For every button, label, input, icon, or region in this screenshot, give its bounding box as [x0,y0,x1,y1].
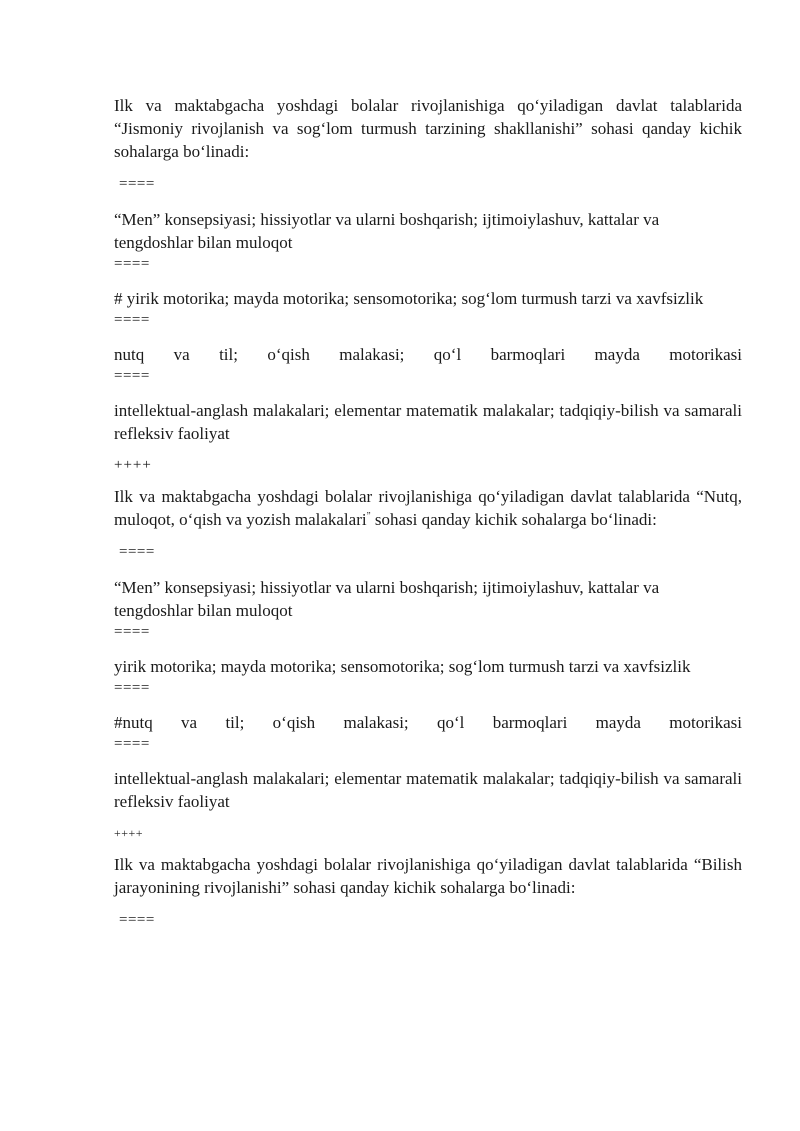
option-1-2: # yirik motorika; mayda motorika; sensomotorika; sog‘lom turmush tarzi va xavfsizlik [114,289,704,308]
option-1-4: intellektual-anglash malakalari; elementar matematik malakalar; tadqiqiy-bilish va samarali refleksiv faoliyat [114,401,742,443]
separator: ==== [114,312,150,328]
option-2-2: yirik motorika; mayda motorika; sensomotorika; sog‘lom turmush tarzi va xavfsizlik [114,657,691,676]
block-end-marker: ++++ [114,457,152,473]
document-page [114,94,742,930]
question-3: Ilk va maktabgacha yoshdagi bolalar rivojlanishiga qo‘yiladigan davlat talablarida “Bilish jarayonining rivojlanishi” sohasi qanday kichik sohalarga bo‘linadi: [114,855,742,897]
option-1-3: nutq va til; o‘qish malakasi; qo‘l barmoqlari mayda motorikasi [114,345,742,364]
separator: ==== [114,680,150,696]
question-2: Ilk va maktabgacha yoshdagi bolalar rivojlanishiga qo‘yiladigan davlat talablarida “Nutq, muloqot, o‘qish va yozish malakalari” sohasi qanday kichik sohalarga bo‘linadi: [114,487,742,529]
option-1-1: “Men” konsepsiyasi; hissiyotlar va ularni boshqarish; ijtimoiylashuv, kattalar va tengdoshlar bilan muloqot [114,210,660,252]
option-2-1: “Men” konsepsiyasi; hissiyotlar va ularni boshqarish; ijtimoiylashuv, kattalar va tengdoshlar bilan muloqot [114,578,660,620]
block-end-marker: ++++ [114,826,144,840]
separator: ==== [114,256,150,272]
separator: ==== [119,176,155,192]
separator: ==== [114,736,150,752]
option-2-3: #nutq va til; o‘qish malakasi; qo‘l barmoqlari mayda motorikasi [114,713,742,732]
separator: ==== [119,544,155,560]
question-1: Ilk va maktabgacha yoshdagi bolalar rivojlanishiga qo‘yiladigan davlat talablarida “Jismoniy rivojlanish va sog‘lom turmush tarzining shakllanishi” sohasi qanday kichik sohalarga bo‘linadi: [114,96,742,161]
separator: ==== [119,912,155,928]
separator: ==== [114,368,150,384]
option-2-4: intellektual-anglash malakalari; elementar matematik malakalar; tadqiqiy-bilish va samarali refleksiv faoliyat [114,769,742,811]
separator: ==== [114,624,150,640]
